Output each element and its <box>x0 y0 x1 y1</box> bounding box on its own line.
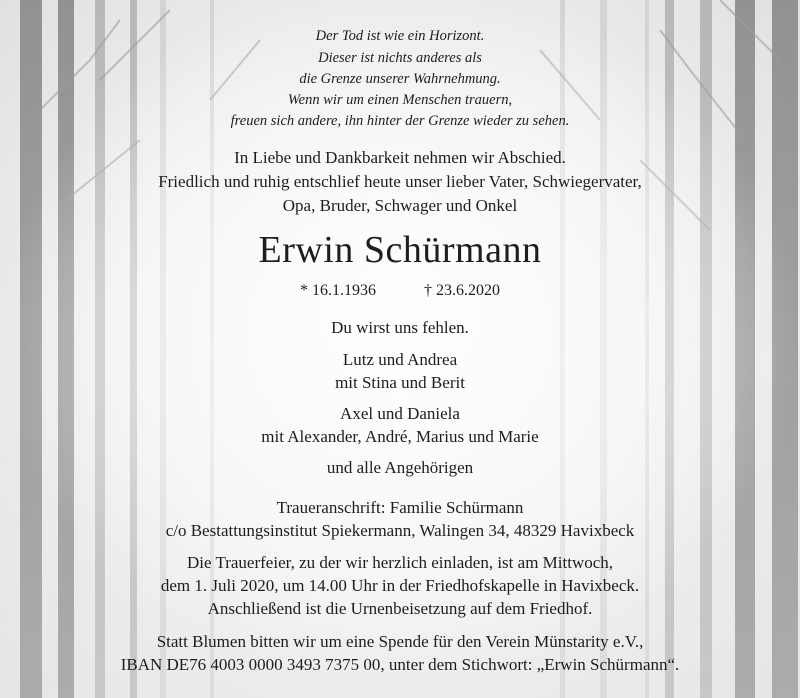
ceremony-line-1: Die Trauerfeier, zu der wir herzlich einladen, ist am Mittwoch, <box>186 553 614 572</box>
birth-date: * 16.1.1936 <box>300 282 376 299</box>
donation-line-2: IBAN DE76 4003 0000 3493 7375 00, unter dem Stichwort: „Erwin Schürmann“. <box>120 655 680 674</box>
intro-line-2: Friedlich und ruhig entschlief heute unser lieber Vater, Schwiegervater, <box>158 172 642 191</box>
deceased-name: Erwin Schürmann <box>258 229 542 271</box>
farewell-line: Du wirst uns fehlen. <box>331 318 469 337</box>
ceremony-line-3: Anschließend ist die Urnenbeisetzung auf dem Friedhof. <box>207 599 593 618</box>
intro-line-1: In Liebe und Dankbarkeit nehmen wir Abschied. <box>234 148 566 167</box>
poem-line-1: Der Tod ist wie ein Horizont. <box>315 28 485 44</box>
family-line-1: Lutz und Andrea <box>342 350 458 369</box>
address-line-1: Traueranschrift: Familie Schürmann <box>276 498 524 517</box>
family-line-5: und alle Angehörigen <box>326 458 474 477</box>
poem-line-5: freuen sich andere, ihn hinter der Grenze wieder zu sehen. <box>230 113 570 129</box>
intro-line-3: Opa, Bruder, Schwager und Onkel <box>282 196 518 215</box>
poem-line-2: Dieser ist nichts anderes als <box>318 50 482 66</box>
address-line-2: c/o Bestattungsinstitut Spiekermann, Walingen 34, 48329 Havixbeck <box>165 521 635 540</box>
family-line-4: mit Alexander, André, Marius und Marie <box>261 427 539 446</box>
ceremony-line-2: dem 1. Juli 2020, um 14.00 Uhr in der Friedhofskapelle in Havixbeck. <box>160 576 640 595</box>
family-line-3: Axel und Daniela <box>340 404 460 423</box>
death-date: † 23.6.2020 <box>424 282 500 299</box>
poem-line-4: Wenn wir um einen Menschen trauern, <box>287 92 513 108</box>
poem-line-3: die Grenze unserer Wahrnehmung. <box>299 71 501 87</box>
donation-line-1: Statt Blumen bitten wir um eine Spende für den Verein Münstarity e.V., <box>156 632 644 651</box>
family-line-2: mit Stina und Berit <box>335 373 465 392</box>
life-dates <box>0 282 800 300</box>
